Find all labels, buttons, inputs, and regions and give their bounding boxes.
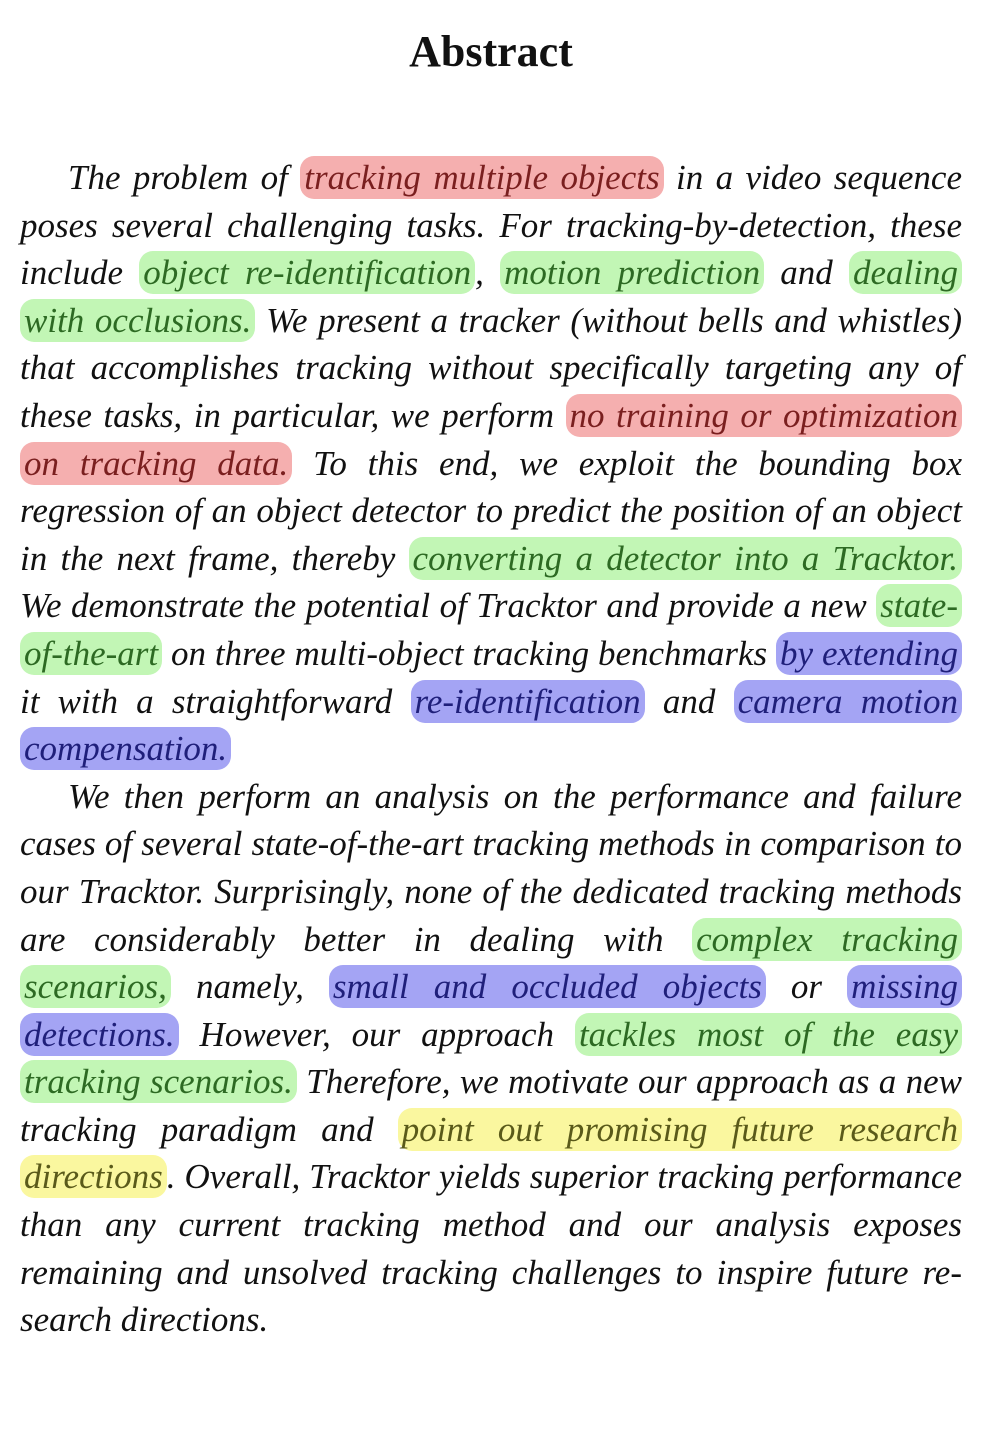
text-run: However, our approach [178, 1014, 575, 1054]
text-run: . Overall, Tracktor yields superior tracking performance than any current tracking method and our analysis exposes remaining and unsolved tracking challenges to inspire future research directions. [20, 1157, 962, 1340]
text-run: or [765, 967, 848, 1007]
highlight-blue: re-identification [411, 680, 645, 723]
text-run: We demonstrate the potential of Tracktor and provide a new [20, 586, 877, 626]
highlight-blue: missing detections. [20, 965, 962, 1056]
text-run: Therefore, we motivate our approach as a new tracking paradigm and [20, 1062, 962, 1149]
highlight-blue: small and occluded objects [329, 965, 766, 1008]
highlight-green: tackles most of the easy tracking scenarios. [20, 1013, 962, 1104]
text-run: The problem of [68, 158, 301, 197]
highlight-red: no training or optimization on tracking data. [20, 394, 962, 485]
abstract-title: Abstract [409, 27, 573, 76]
highlight-blue: camera motion compensation. [20, 680, 962, 771]
text-run: , [475, 253, 501, 293]
text-run: To this end, we exploit the bounding box regression of an object detector to predict the position of an object in the next frame, thereby [20, 443, 962, 578]
text-run: We present a tracker (without bells and whistles) that accomplishes tracking without specifically targeting any of these tasks, in particular, we perform [20, 300, 962, 435]
text-run: and [644, 681, 734, 721]
highlight-green: dealing with occlusions. [20, 251, 962, 342]
text-run: and [764, 253, 850, 293]
abstract-page [0, 26, 986, 1440]
highlight-green: complex tracking scenarios, [20, 918, 962, 1009]
highlight-green: converting a detector into a Tracktor. [409, 537, 962, 580]
text-run: We then perform an analysis on the performance and failure cases of several state-of-the-art tracking methods in comparison to our Tracktor. Surprisingly, none of the dedicated tracking methods are considerably better in dealing with [20, 776, 962, 959]
text-run: on three multi-object tracking benchmarks [162, 633, 777, 673]
highlight-green: state-of-the-art [20, 584, 962, 675]
highlight-green: object re-identification [139, 251, 475, 294]
highlight-yellow: point out promising future research directions [20, 1108, 962, 1199]
text-run: in a video sequence poses several challenging tasks. For tracking-by-detection, these include [20, 158, 962, 293]
abstract-paragraph-2 [20, 773, 962, 1344]
highlight-blue: by extending [776, 632, 962, 675]
abstract-paragraph-1 [20, 154, 962, 773]
highlight-green: motion prediction [500, 251, 764, 294]
text-run: namely, [170, 967, 329, 1007]
highlight-red: tracking multiple objects [300, 156, 663, 199]
text-run: it with a straightforward [20, 681, 411, 721]
